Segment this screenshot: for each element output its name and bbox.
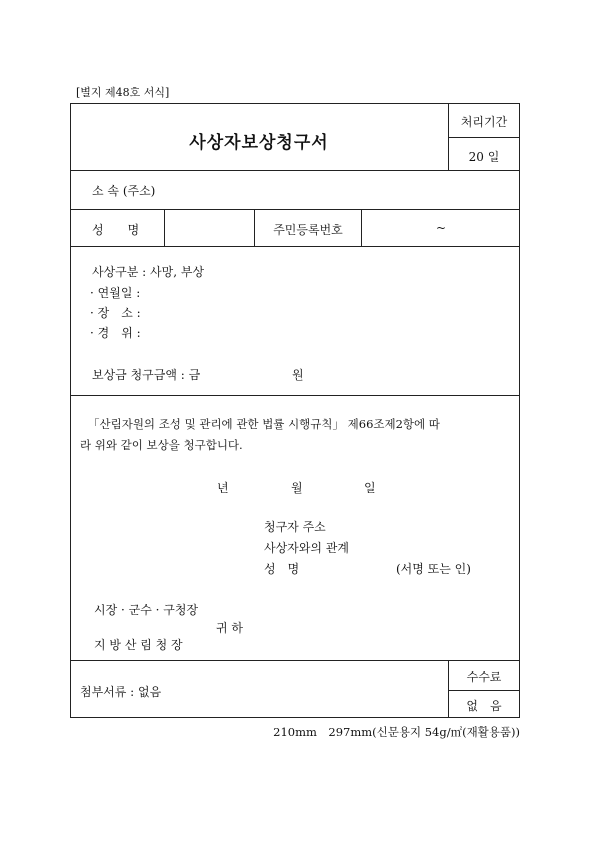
attachment-label: 첨부서류 : 없음 <box>80 685 162 699</box>
form-title: 사상자보상청구서 <box>189 133 329 153</box>
date-year: 년 <box>217 481 229 495</box>
fee-label: 수수료 <box>466 670 502 684</box>
claimant-name: 성 명 <box>264 562 300 576</box>
claimant-address: 청구자 주소 <box>264 520 326 534</box>
fee-value: 없 음 <box>466 699 502 713</box>
divider <box>70 246 520 247</box>
processing-period-value: 20 일 <box>468 150 500 164</box>
amount-label: 보상금 청구금액 : 금 <box>92 368 201 382</box>
signature-note: (서명 또는 인) <box>396 562 471 576</box>
processing-period-label: 처리기간 <box>460 115 508 129</box>
name-field[interactable] <box>165 210 254 245</box>
affiliation-label: 소 속 (주소) <box>92 184 156 198</box>
recipient-line-1: 시장 · 군수 · 구청장 <box>94 603 199 617</box>
statement-line-1: 「산림자원의 조성 및 관리에 관한 법률 시행규칙」 제66조제2항에 따 <box>88 417 440 431</box>
recipient-line-2: 지 방 산 림 청 장 <box>94 638 183 652</box>
claimant-relation: 사상자와의 관계 <box>264 541 349 555</box>
statement-line-2: 라 위와 같이 보상을 청구합니다. <box>80 438 243 452</box>
divider <box>70 170 520 171</box>
resident-number-field[interactable]: ~ <box>435 221 447 235</box>
resident-number-label: 주민등록번호 <box>273 223 343 237</box>
form-reference: [별지 제48호 서식] <box>76 86 170 99</box>
incident-type: 사상구분 : 사망, 부상 <box>92 265 205 279</box>
incident-date: · 연월일 : <box>90 286 141 300</box>
divider <box>70 660 520 661</box>
recipient-honorific: 귀 하 <box>216 621 243 635</box>
divider <box>448 137 520 138</box>
paper-spec: 210mm 297mm(신문용지 54g/㎡(재활용품)) <box>273 725 520 739</box>
date-month: 월 <box>291 481 303 495</box>
incident-place: · 장 소 : <box>90 306 141 320</box>
divider <box>70 395 520 396</box>
divider <box>448 690 520 691</box>
incident-details: · 경 위 : <box>90 326 141 340</box>
date-day: 일 <box>364 481 376 495</box>
divider <box>70 209 520 210</box>
name-label: 성 명 <box>92 223 140 237</box>
amount-unit: 원 <box>292 368 304 382</box>
